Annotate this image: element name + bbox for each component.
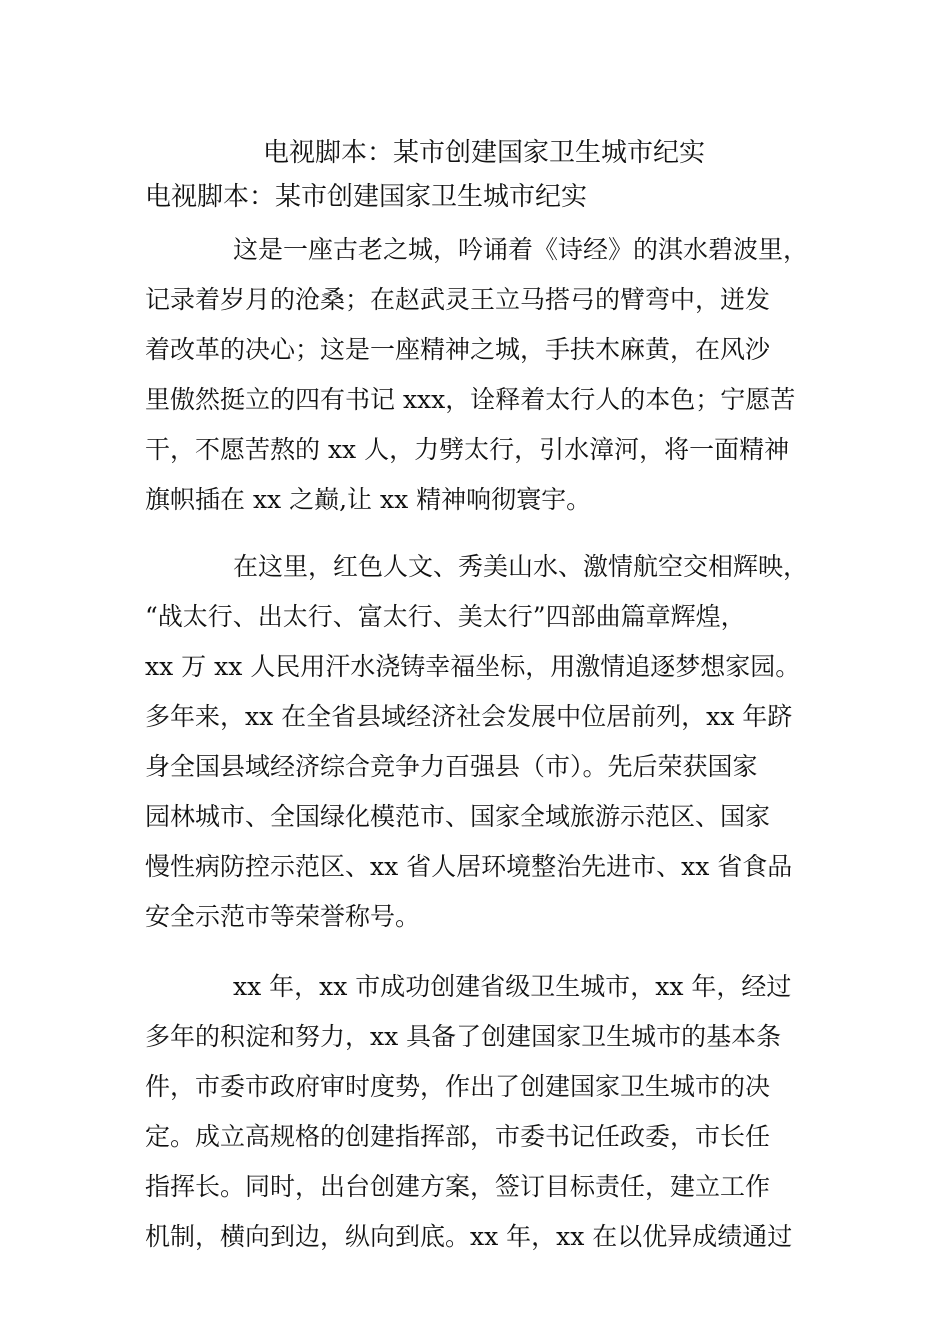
paragraph-line: 干，不愿苦熬的 xx 人，力劈太行，引水漳河，将一面精神 — [145, 435, 790, 464]
paragraph-line: 在这里，红色人文、秀美山水、激情航空交相辉映， — [233, 552, 809, 581]
paragraph-line: 多年来，xx 在全省县域经济社会发展中位居前列，xx 年跻 — [145, 702, 793, 731]
paragraph-line: 着改革的决心；这是一座精神之城，手扶木麻黄，在风沙 — [145, 335, 771, 364]
paragraph-line: 园林城市、全国绿化模范市、国家全域旅游示范区、国家 — [145, 802, 771, 831]
paragraph-achievements — [145, 542, 807, 942]
paragraph-line: 指挥长。同时，出台创建方案，签订目标责任，建立工作 — [145, 1172, 771, 1201]
paragraph-campaign — [145, 962, 807, 1262]
paragraph-line: xx 年，xx 市成功创建省级卫生城市，xx 年，经过 — [233, 972, 792, 1001]
paragraph-line: 身全国县域经济综合竞争力百强县（市）。先后荣获国家 — [145, 752, 758, 781]
paragraph-line: “战太行、出太行、富太行、美太行”四部曲篇章辉煌， — [145, 602, 746, 631]
paragraph-line: 机制，横向到边，纵向到底。xx 年，xx 在以优异成绩通过 — [145, 1222, 793, 1251]
document-body — [145, 132, 807, 1262]
document-title: 电视脚本：某市创建国家卫生城市纪实 — [263, 138, 706, 168]
paragraph-line: 多年的积淀和努力，xx 具备了创建国家卫生城市的基本条 — [145, 1022, 782, 1051]
paragraph-intro — [145, 225, 807, 525]
paragraph-line: 慢性病防控示范区、xx 省人居环境整治先进市、xx 省食品 — [145, 852, 793, 881]
paragraph-line: 件，市委市政府审时度势，作出了创建国家卫生城市的决 — [145, 1072, 771, 1101]
paragraph-line: 定。成立高规格的创建指挥部，市委书记任政委，市长任 — [145, 1122, 771, 1151]
document-subtitle: 电视脚本：某市创建国家卫生城市纪实 — [145, 182, 588, 212]
paragraph-line: 旗帜插在 xx 之巅,让 xx 精神响彻寰宇。 — [145, 485, 592, 514]
paragraph-line: 这是一座古老之城，吟诵着《诗经》的淇水碧波里， — [233, 235, 809, 264]
paragraph-line: xx 万 xx 人民用汗水浇铸幸福坐标，用激情追逐梦想家园。 — [145, 652, 801, 681]
paragraph-line: 安全示范市等荣誉称号。 — [145, 902, 421, 931]
paragraph-line: 里傲然挺立的四有书记 xxx，诠释着太行人的本色；宁愿苦 — [145, 385, 796, 414]
paragraph-line: 记录着岁月的沧桑；在赵武灵王立马搭弓的臂弯中，迸发 — [145, 285, 771, 314]
